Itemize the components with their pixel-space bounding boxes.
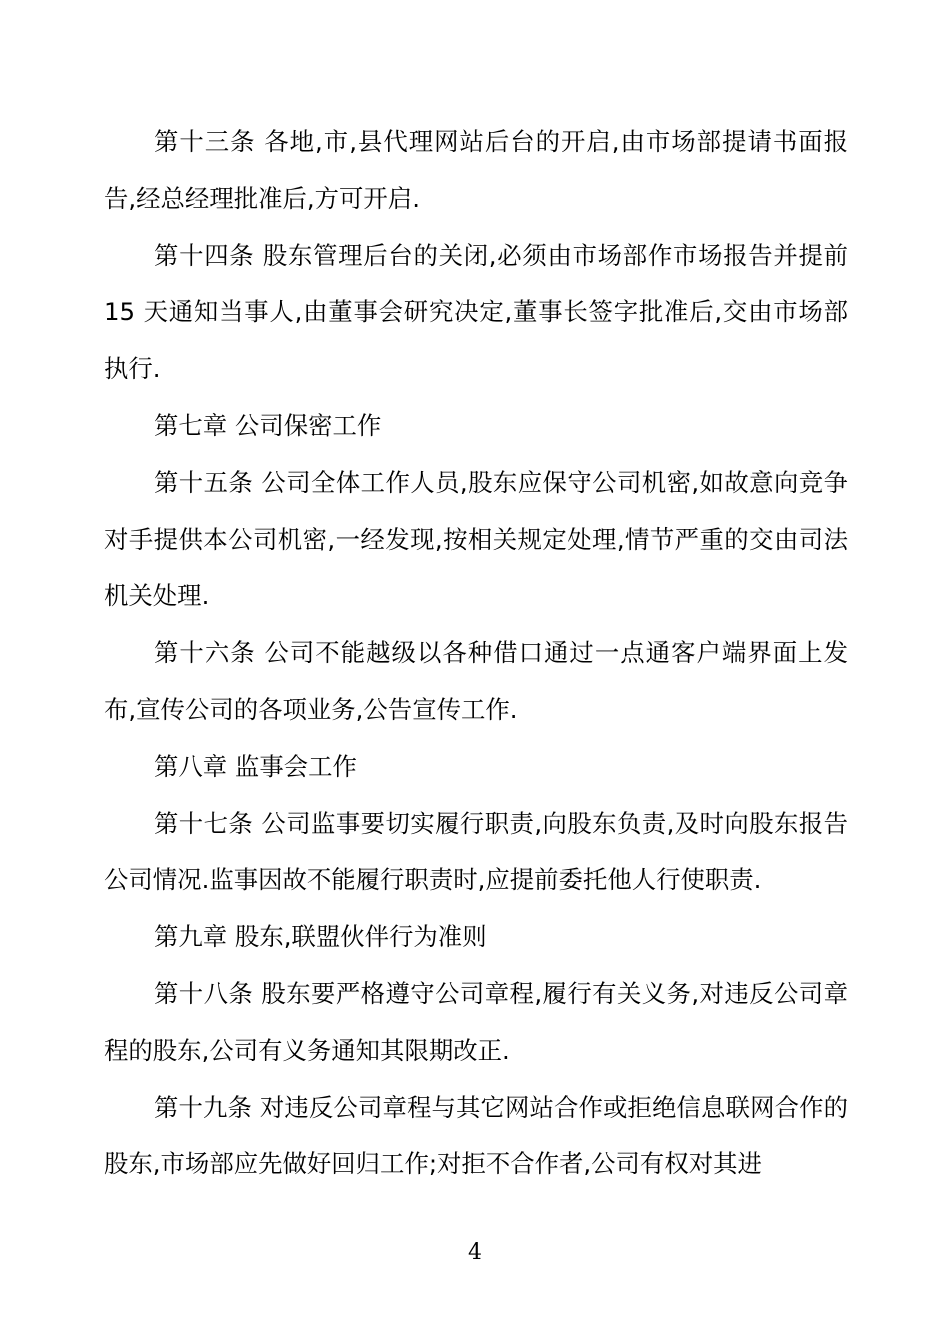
page-number: 4: [468, 1240, 482, 1265]
article-19-paragraph: 第十九条 对违反公司章程与其它网站合作或拒绝信息联网合作的股东,市场部应先做好回归工作;对拒不合作者,公司有权对其进: [104, 1092, 848, 1179]
article-14-paragraph: 第十四条 股东管理后台的关闭,必须由市场部作市场报告并提前 15 天通知当事人,由董事会研究决定,董事长签字批准后,交由市场部执行.: [104, 240, 848, 384]
chapter-9-heading: 第九章 股东,联盟伙伴行为准则: [154, 922, 487, 952]
article-13-paragraph: 第十三条 各地,市,县代理网站后台的开启,由市场部提请书面报告,经总经理批准后,方可开启.: [104, 127, 848, 213]
article-17-paragraph: 第十七条 公司监事要切实履行职责,向股东负责,及时向股东报告公司情况.监事因故不能履行职责时,应提前委托他人行使职责.: [104, 808, 848, 895]
article-15-paragraph: 第十五条 公司全体工作人员,股东应保守公司机密,如故意向竞争对手提供本公司机密,一经发现,按相关规定处理,情节严重的交由司法机关处理.: [104, 467, 848, 611]
chapter-7-heading: 第七章 公司保密工作: [154, 410, 382, 440]
article-18-paragraph: 第十八条 股东要严格遵守公司章程,履行有关义务,对违反公司章程的股东,公司有义务通知其限期改正.: [104, 978, 848, 1065]
document-body: [104, 114, 848, 1193]
article-16-paragraph: 第十六条 公司不能越级以各种借口通过一点通客户端界面上发布,宣传公司的各项业务,公告宣传工作.: [104, 638, 848, 724]
chapter-8-heading: 第八章 监事会工作: [154, 751, 357, 781]
